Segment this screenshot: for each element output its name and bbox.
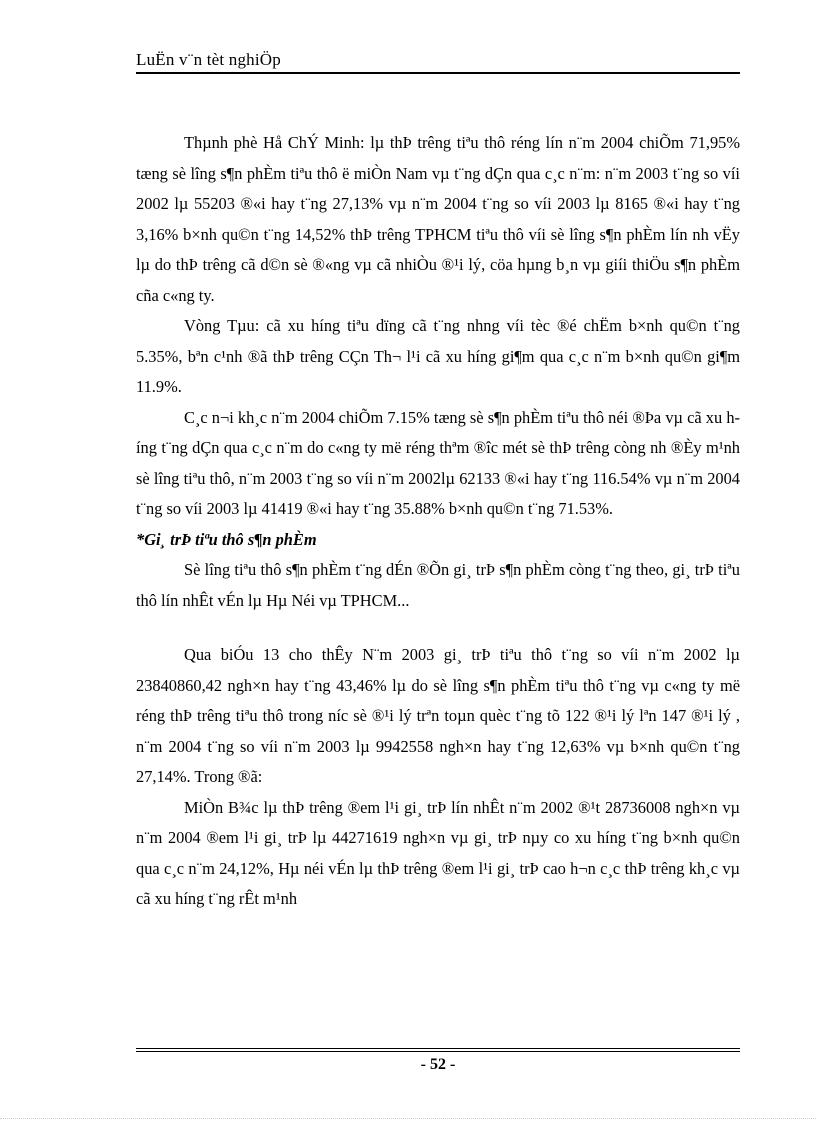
page-header <box>136 50 740 76</box>
paragraph-vung-tau: Vòng Tµu: cã xu híng tiªu dïng cã t¨ng nhng víi tèc ®é chËm b×nh qu©n t¨ng 5.35%, bªn c¹nh ®ã thÞ trêng CÇn Th¬ l¹i cã xu híng gi¶m qua c¸c n¨m b×nh qu©n gi¶m 11.9%. <box>136 316 740 396</box>
paragraph-gap <box>136 616 740 640</box>
page-edge-dotted-line <box>0 1118 816 1119</box>
paragraph-hcmc: Thµnh phè Hå ChÝ Minh: lµ thÞ trêng tiªu thô réng lín n¨m 2004 chiÕm 71,95% tæng sè lîng s¶n phÈm tiªu thô ë miÒn Nam vµ t¨ng dÇn qua c¸c n¨m: n¨m 2003 t¨ng so víi 2002 lµ 55203 ®«i hay t¨ng 27,13% vµ n¨m 2004 t¨ng so víi 2003 lµ 8165 ®«i hay t¨ng 3,16% b×nh qu©n t¨ng 14,52% thÞ trêng TPHCM tiªu thô víi sè lîng s¶n phÈm lín nh vËy lµ do thÞ trêng cã d©n sè ®«ng vµ cã nhiÒu ®¹i lý, cöa hµng b¸n vµ giíi thiÖu s¶n phÈm cña c«ng ty. <box>136 133 740 305</box>
paragraph-other-places: C¸c n¬i kh¸c n¨m 2004 chiÕm 7.15% tæng sè s¶n phÈm tiªu thô néi ®Þa vµ cã xu híng t¨ng dÇn qua c¸c n¨m do c«ng ty më réng thªm ®îc mét sè thÞ trêng còng nh ®Èy m¹nh sè lîng tiªu thô, n¨m 2003 t¨ng so víi n¨m 2002lµ 62133 ®«i hay t¨ng 116.54% vµ n¨m 2004 t¨ng so víi 2003 lµ 41419 ®«i hay t¨ng 35.88% b×nh qu©n t¨ng 71.53%. <box>136 407 740 518</box>
paragraph-north-region: MiÒn B¾c lµ thÞ trêng ®em l¹i gi¸ trÞ lín nhÊt n¨m 2002 ®¹t 28736008 ngh×n vµ n¨m 2004 ®em l¹i gi¸ trÞ lµ 44271619 ngh×n vµ gi¸ trÞ nµy co xu híng t¨ng b×nh qu©n qua c¸c n¨m 24,12%, Hµ néi vÉn lµ thÞ trêng ®em l¹i gi¸ trÞ cao h¬n c¸c thÞ trêng kh¸c vµ cã xu híng t¨ng rÊt m¹nh <box>136 797 740 908</box>
footer-rule-bottom <box>136 1051 740 1052</box>
footer-rule-top <box>136 1048 740 1049</box>
header-title: LuËn v¨n tèt nghiÖp <box>136 50 281 69</box>
paragraph-table-13: Qua biÓu 13 cho thÊy N¨m 2003 gi¸ trÞ tiªu thô t¨ng so víi n¨m 2002 lµ 23840860,42 ngh×n hay t¨ng 43,46% lµ do sè lîng s¶n phÈm tiªu thô t¨ng vµ c«ng ty më réng thÞ trêng tiªu thô trong níc sè ®¹i lý trªn toµn quèc t¨ng tõ 122 ®¹i lý lªn 147 ®¹i lý , n¨m 2004 t¨ng so víi n¨m 2003 lµ 9942558 ngh×n hay t¨ng 12,63% vµ b×nh qu©n t¨ng 27,14%. Trong ®ã: <box>136 645 740 786</box>
header-rule <box>136 72 740 74</box>
document-body <box>136 128 740 915</box>
paragraph-sales-value-intro: Sè lîng tiªu thô s¶n phÈm t¨ng dÉn ®Õn gi¸ trÞ s¶n phÈm còng t¨ng theo, gi¸ trÞ tiªu thô lín nhÊt vÉn lµ Hµ Néi vµ TPHCM... <box>136 560 740 610</box>
page-number: - 52 - <box>420 1056 456 1073</box>
section-heading-sales-value: *Gi¸ trÞ tiªu thô s¶n phÈm <box>136 529 317 549</box>
